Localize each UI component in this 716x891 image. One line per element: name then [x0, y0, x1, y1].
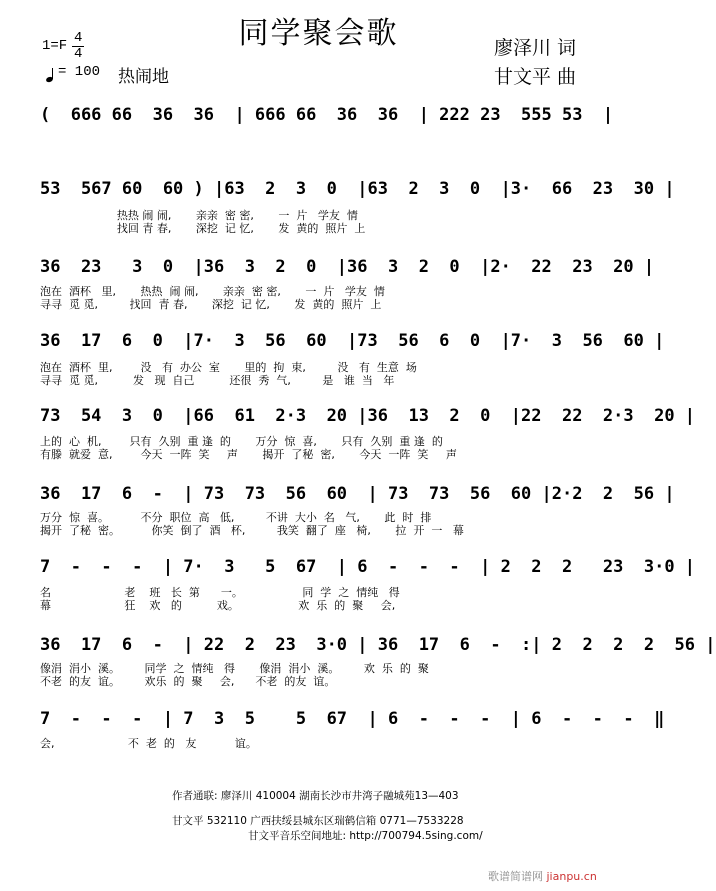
notation-line: 7 - - - | 7· 3 5 67 | 6 - - - | 2 2 2 23 3·0 | — [40, 557, 696, 577]
lyric-verse-2: 幕 狂 欢 的 戏。 欢 乐 的 聚 会, — [40, 599, 396, 612]
time-signature-top: 4 — [74, 30, 83, 46]
composer-credit: 甘文平 曲 — [494, 66, 577, 88]
lyricist-credit: 廖泽川 词 — [494, 37, 577, 59]
note-stem — [52, 68, 53, 79]
lyric-verse-1: 热热 闹 闹, 亲亲 密 密, 一 片 学友 情 — [40, 209, 358, 222]
watermark — [488, 868, 597, 884]
song-title: 同学聚会歌 — [238, 16, 399, 51]
lyric-verse-2: 找回 青 春, 深挖 记 忆, 发 黄的 照片 上 — [40, 222, 366, 235]
lyric-verse-2: 有滕 就爱 意, 今天 一阵 笑 声 揭开 了秘 密, 今天 一阵 笑 声 — [40, 448, 457, 461]
composer-contact-line: 甘文平 532110 广西扶绥县城东区瑞鹤信箱 0771—7533228 — [172, 815, 464, 827]
notation-line: 73 54 3 0 |66 61 2·3 20 |36 13 2 0 |22 22 2·3 20 | — [40, 406, 696, 426]
notation-line: 7 - - - | 7 3 5 5 67 | 6 - - - | 6 - - - ‖ — [40, 709, 665, 729]
key-signature: 1=F — [42, 38, 68, 54]
lyric-verse-1: 像涓 涓小 溪。 同学 之 情纯 得 像涓 涓小 溪。 欢 乐 的 聚 — [40, 662, 429, 675]
notation-line: ( 666 66 36 36 | 666 66 36 36 | 222 23 555 53 | — [40, 105, 614, 125]
lyric-verse-1: 会, 不 老 的 友 谊。 — [40, 737, 257, 750]
lyric-verse-1: 上的 心 机, 只有 久别 重 逢 的 万分 惊 喜, 只有 久别 重 逢 的 — [40, 435, 443, 448]
author-contact-line: 作者通联: 廖泽川 410004 湖南长沙市井湾子融城苑13—403 — [172, 790, 459, 802]
lyric-verse-2: 不老 的友 谊。 欢乐 的 聚 会, 不老 的友 谊。 — [40, 675, 336, 688]
lyric-verse-1: 泡在 酒杯 里, 没 有 办公 室 里的 拘 束, 没 有 生意 场 — [40, 361, 417, 374]
lyric-verse-2: 揭开 了秘 密。 你笑 倒了 酒 杯, 我笑 翻了 座 椅, 拉 开 一 幕 — [40, 524, 464, 537]
lyric-verse-1: 万分 惊 喜。 不分 职位 高 低, 不讲 大小 名 气, 此 时 排 — [40, 511, 432, 524]
notation-line: 36 17 6 0 |7· 3 56 60 |73 56 6 0 |7· 3 56 60 | — [40, 331, 665, 351]
watermark-site-name: 歌谱简谱网 — [488, 870, 543, 883]
tempo-marking: = 100 — [58, 64, 101, 80]
quarter-note-icon — [46, 68, 56, 82]
expression-marking: 热闹地 — [118, 67, 169, 87]
notation-line: 36 17 6 - | 22 2 23 3·0 | 36 17 6 - :| 2 2 2 2 56 | — [40, 635, 716, 655]
notation-line: 36 23 3 0 |36 3 2 0 |36 3 2 0 |2· 22 23 20 | — [40, 257, 655, 277]
lyric-verse-1: 名 老 班 长 第 一。 同 学 之 情纯 得 — [40, 586, 400, 599]
time-signature-bottom: 4 — [74, 46, 83, 62]
notation-line: 53 567 60 60 ) |63 2 3 0 |63 2 3 0 |3· 66 23 30 | — [40, 179, 675, 199]
notation-line: 36 17 6 - | 73 73 56 60 | 73 73 56 60 |2·2 2 56 | — [40, 484, 675, 504]
lyric-verse-2: 寻寻 觅 觅, 找回 青 春, 深挖 记 忆, 发 黄的 照片 上 — [40, 298, 382, 311]
lyric-verse-1: 泡在 酒杯 里, 热热 闹 闹, 亲亲 密 密, 一 片 学友 情 — [40, 285, 385, 298]
watermark-domain: jianpu.cn — [546, 870, 597, 883]
lyric-verse-2: 寻寻 觅 觅, 发 现 自己 还很 秀 气, 是 谁 当 年 — [40, 374, 395, 387]
composer-website-line: 甘文平音乐空间地址: http://700794.5sing.com/ — [248, 830, 483, 842]
